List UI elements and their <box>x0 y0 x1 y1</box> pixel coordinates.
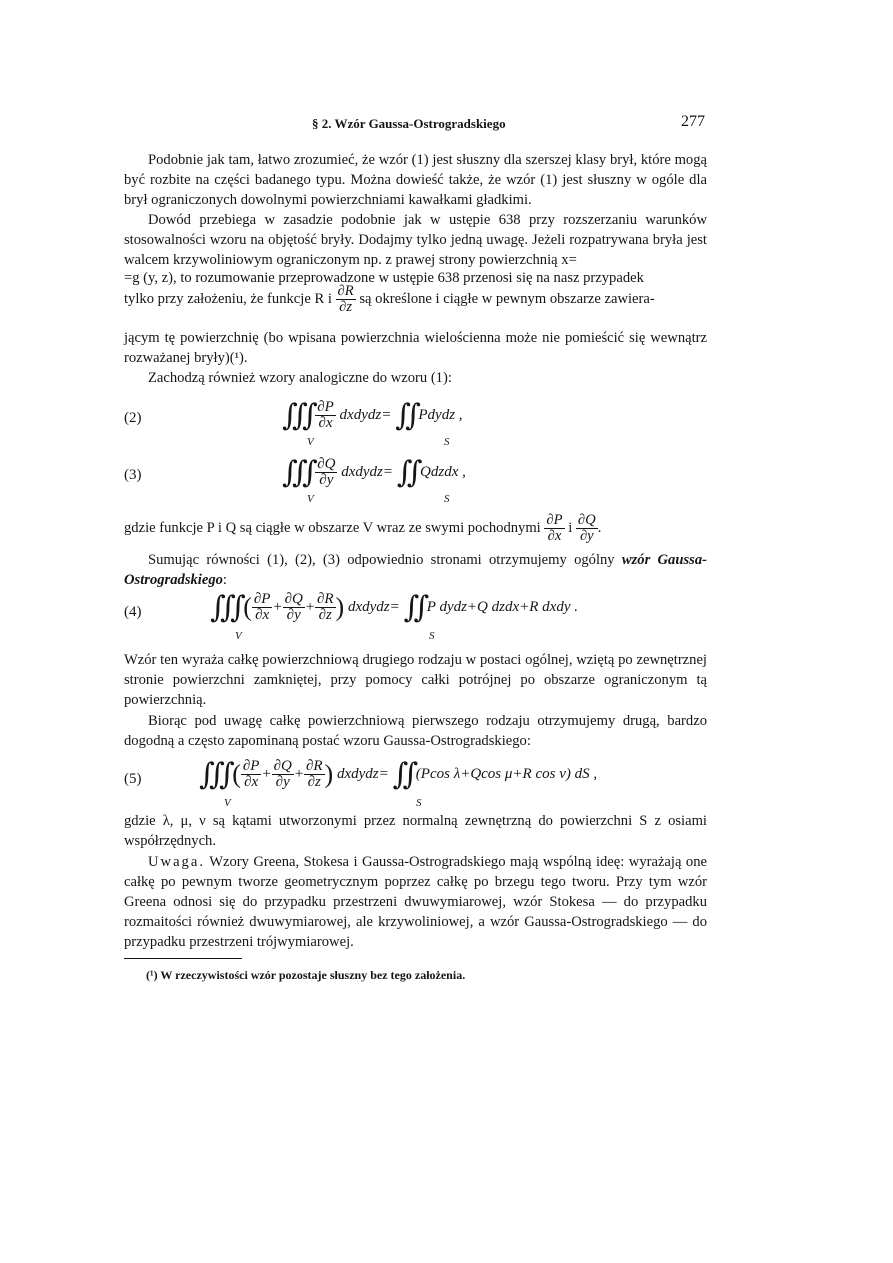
den: ∂z <box>318 607 332 623</box>
paragraph-2c <box>124 284 707 315</box>
num: ∂Q <box>273 758 292 774</box>
frac-num: ∂R <box>337 283 354 299</box>
triple-integral-icon: ∭ <box>210 591 240 624</box>
remark-label: Uwaga. <box>148 854 205 870</box>
equation-label: (5) <box>124 771 142 787</box>
dR-dz-fraction <box>336 284 356 315</box>
paragraph-7: Biorąc pod uwagę całkę powierzchniową pierwszego rodzaju otrzymujemy drugą, bardzo dogodną a często zapominaną postać wzoru Gaussa-Ostrogradskiego: <box>124 713 707 749</box>
p4-pre: gdzie funkcje P i Q są ciągłe w obszarze V wraz ze swymi pochodnymi <box>124 519 541 536</box>
paragraph-2a: Dowód przebiega w zasadzie podobnie jak w ustępie 638 przy rozszerzaniu warunków stosowalności wzoru na objętość bryły. Dodajmy tylko jedną uwagę. Jeżeli rozpatrywana bryła jest walcem krzywoliniowym ograniczonym np. z prawej strony powierzchnią x= <box>124 212 707 268</box>
equation-4 <box>124 590 707 642</box>
left-paren: ( <box>232 759 241 789</box>
differential: dxdydz= <box>341 463 393 480</box>
equation-3 <box>124 455 707 505</box>
lower-limit: V <box>235 630 242 642</box>
fraction <box>252 592 273 623</box>
paragraph-8: gdzie λ, μ, ν są kątami utworzonymi przez normalną zewnętrzną do powierzchni S z osiami współrzędnych. <box>124 813 707 849</box>
differential: dxdydz= <box>336 765 389 782</box>
num: ∂P <box>546 512 563 528</box>
footnote-divider <box>124 958 242 959</box>
double-integral-icon: ∬ <box>396 456 417 489</box>
num: ∂P <box>253 591 271 607</box>
num: ∂R <box>305 758 323 774</box>
rhs: (Pcos λ+Qcos μ+R cos ν) dS , <box>415 765 598 782</box>
den: ∂y <box>286 607 301 623</box>
equation-body <box>210 590 578 625</box>
p5-emphasis: wzór Gaussa-Ostrogradskiego <box>124 552 707 588</box>
num: ∂Q <box>284 591 303 607</box>
paragraph-9 <box>124 852 707 952</box>
equation-label: (4) <box>124 604 142 620</box>
paragraph-4 <box>124 513 707 544</box>
den: ∂y <box>275 774 290 790</box>
lower-limit: S <box>416 797 422 809</box>
triple-integral-icon: ∭ <box>282 456 312 489</box>
equation-label: (3) <box>124 467 142 483</box>
equation-body <box>282 398 463 433</box>
p2c-pre: tylko przy założeniu, że funkcje R i <box>124 290 332 307</box>
left-paren: ( <box>243 592 252 622</box>
den: ∂y <box>579 528 594 544</box>
paragraph-6: Wzór ten wyraża całkę powierzchniową drugiego rodzaju w postaci ogólnej, wziętą po zewnętrznej stronie powierzchni zamkniętej, przy pomocy całki potrójnej po obszarze ograniczonym tą powierzchnią. <box>124 652 707 708</box>
equation-body <box>199 757 597 792</box>
fraction <box>283 592 305 623</box>
den: ∂x <box>318 415 333 431</box>
plus: + <box>304 598 315 615</box>
double-integral-icon: ∬ <box>392 758 413 791</box>
triple-integral-icon: ∭ <box>282 399 312 432</box>
p5-end: : <box>222 572 227 588</box>
fraction <box>272 759 294 790</box>
fraction <box>315 592 336 623</box>
lower-limit: S <box>444 493 450 505</box>
right-paren: ) <box>324 759 334 789</box>
differential: dxdydz= <box>339 406 392 423</box>
equation-5 <box>124 757 707 809</box>
den: ∂x <box>255 607 270 623</box>
num: ∂Q <box>317 456 336 472</box>
lower-limit: V <box>224 797 231 809</box>
right-paren: ) <box>335 592 345 622</box>
fraction <box>304 759 325 790</box>
fraction <box>241 759 262 790</box>
den: ∂z <box>307 774 321 790</box>
rhs: Pdydz , <box>418 406 463 423</box>
remark-text: Wzory Greena, Stokesa i Gaussa-Ostrogradskiego mają wspólną ideę: wyrażają one całkę po pewnym tworze geometrycznym poprzez całkę po brzegu tego tworu. Przy tym wzór Greena odnosi się do przypadku przestrzeni dwuwymiarowej, wzór Stokesa — do przypadku rozmaitości również dwuwymiarowej, ale krzywoliniowej, a wzór Gaussa-Ostrogradskiego — do przypadku przestrzeni trójwymiarowej. <box>124 854 707 950</box>
p4-mid: i <box>568 519 573 536</box>
equation-label: (2) <box>124 410 142 426</box>
section-title: § 2. Wzór Gaussa-Ostrogradskiego <box>312 116 506 131</box>
fraction <box>315 400 336 431</box>
den: ∂x <box>244 774 259 790</box>
equation-body <box>282 455 466 490</box>
running-header <box>312 113 705 133</box>
lower-limit: S <box>444 436 450 448</box>
dP-dx-fraction <box>544 513 564 544</box>
paragraph-2d: jącym tę powierzchnię (bo wpisana powierzchnia wielościenna może nie pomieścić się wewnątrz rozważanej bryły)(¹). <box>124 330 707 366</box>
lower-limit: V <box>307 436 314 448</box>
triple-integral-icon: ∭ <box>199 758 229 791</box>
plus: + <box>293 765 304 782</box>
double-integral-icon: ∬ <box>403 591 424 624</box>
frac-den: ∂z <box>339 299 353 315</box>
fraction <box>315 457 337 488</box>
equation-2 <box>124 398 707 448</box>
lower-limit: V <box>307 493 314 505</box>
paragraph-3: Zachodzą również wzory analogiczne do wzoru (1): <box>148 370 452 386</box>
num: ∂P <box>317 399 334 415</box>
p5-pre: Sumując równości (1), (2), (3) odpowiednio stronami otrzymujemy ogólny <box>148 552 615 568</box>
dQ-dy-fraction <box>576 513 598 544</box>
plus: + <box>261 765 272 782</box>
differential: dxdydz= <box>347 598 400 615</box>
den: ∂y <box>319 472 334 488</box>
num: ∂P <box>242 758 260 774</box>
num: ∂R <box>316 591 334 607</box>
num: ∂Q <box>577 512 596 528</box>
footnote: (¹) W rzeczywistości wzór pozostaje słuszny bez tego założenia. <box>146 968 466 982</box>
paragraph-5 <box>124 550 707 590</box>
p4-end: . <box>597 519 602 536</box>
rhs: Qdzdx , <box>420 463 466 480</box>
den: ∂x <box>547 528 562 544</box>
double-integral-icon: ∬ <box>395 399 415 432</box>
lower-limit: S <box>429 630 435 642</box>
plus: + <box>272 598 283 615</box>
p2c-post: są określone i ciągłe w pewnym obszarze zawiera- <box>359 290 655 307</box>
paragraph-2b: =g (y, z), to rozumowanie przeprowadzone w ustępie 638 przenosi się na nasz przypadek <box>124 270 644 286</box>
paragraph-1: Podobnie jak tam, łatwo zrozumieć, że wzór (1) jest słuszny dla szerszej klasy brył, które mogą być rozbite na części badanego typu. Można dowieść także, że wzór (1) jest słuszny w ogóle dla brył ograniczonych dowolnymi powierzchniami kawałkami gładkimi. <box>124 152 707 208</box>
rhs: P dydz+Q dzdx+R dxdy . <box>426 598 578 615</box>
page-number: 277 <box>681 113 705 130</box>
